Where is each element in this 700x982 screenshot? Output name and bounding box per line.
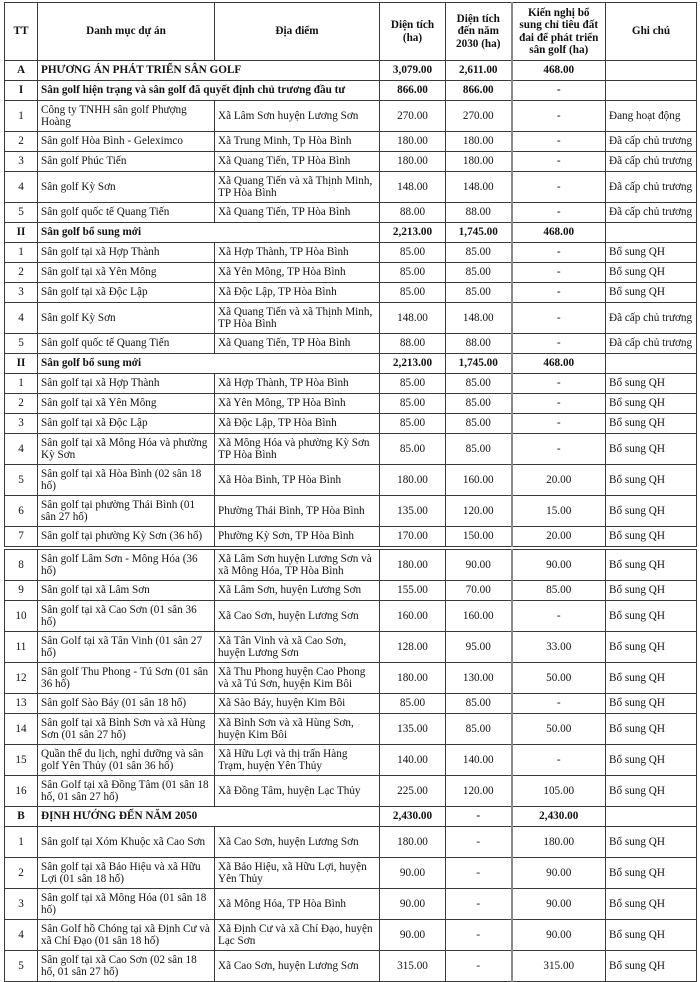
cell-tt: 4	[5, 920, 38, 951]
cell-area-2030: 90.00	[446, 550, 512, 581]
cell-note: Bổ sung QH	[606, 714, 697, 745]
cell-proposed: 180.00	[512, 827, 606, 858]
cell-area-2030: 70.00	[446, 581, 512, 601]
cell-area: 180.00	[380, 663, 446, 694]
cell-note: Bổ sung QH	[606, 858, 697, 889]
cell-proposed: 468.00	[512, 61, 606, 81]
cell-note: Bổ sung QH	[606, 465, 697, 496]
cell-note: Bổ sung QH	[606, 663, 697, 694]
cell-note: Bổ sung QH	[606, 243, 697, 263]
section-row	[5, 223, 697, 243]
cell-note: Đã cấp chủ trương	[606, 303, 697, 334]
table-row	[5, 827, 697, 858]
cell-area: 128.00	[380, 632, 446, 663]
cell-tt: 2	[5, 263, 38, 283]
cell-proposed: 105.00	[512, 776, 606, 807]
cell-note	[606, 354, 697, 374]
cell-area-2030: 270.00	[446, 101, 512, 132]
cell-location: Xã Bảo Hiệu, xã Hữu Lợi, huyện Yên Thủy	[215, 858, 380, 889]
cell-area-2030: 120.00	[446, 496, 512, 527]
cell-area-2030: -	[446, 920, 512, 951]
cell-name: Sân golf tại phường Kỳ Sơn (36 hố)	[38, 527, 215, 547]
cell-note: Bổ sung QH	[606, 527, 697, 547]
cell-area-2030: 160.00	[446, 465, 512, 496]
table-row	[5, 694, 697, 714]
cell-section-title: ĐỊNH HƯỚNG ĐẾN NĂM 2050	[38, 807, 380, 827]
cell-tt: II	[5, 354, 38, 374]
cell-proposed: -	[512, 414, 606, 434]
cell-area-2030: -	[446, 889, 512, 920]
cell-area: 90.00	[380, 889, 446, 920]
header-tt: TT	[5, 3, 38, 61]
cell-area-2030: 180.00	[446, 152, 512, 172]
cell-tt: 2	[5, 858, 38, 889]
table-row	[5, 889, 697, 920]
cell-proposed: -	[512, 81, 606, 101]
table-row	[5, 203, 697, 223]
cell-proposed: -	[512, 132, 606, 152]
cell-name: Sân golf Hòa Bình - Geleximco	[38, 132, 215, 152]
cell-location: Xã Cao Sơn, huyện Lương Sơn	[215, 951, 380, 982]
cell-note: Đã cấp chủ trương	[606, 334, 697, 354]
header-location: Địa điểm	[215, 3, 380, 61]
cell-tt: 5	[5, 465, 38, 496]
cell-area: 2,213.00	[380, 354, 446, 374]
cell-area-2030: 88.00	[446, 334, 512, 354]
cell-proposed: -	[512, 263, 606, 283]
cell-note: Bổ sung QH	[606, 889, 697, 920]
cell-area-2030: 2,611.00	[446, 61, 512, 81]
cell-location: Xã Lâm Sơn huyện Lương Sơn và xã Mông Hóa, TP Hòa Bình	[215, 550, 380, 581]
cell-area-2030: 85.00	[446, 243, 512, 263]
cell-note: Bổ sung QH	[606, 951, 697, 982]
cell-location: Xã Lâm Sơn, huyện Lương Sơn	[215, 581, 380, 601]
cell-proposed: -	[512, 101, 606, 132]
cell-area: 180.00	[380, 465, 446, 496]
cell-tt: 16	[5, 776, 38, 807]
table-row	[5, 101, 697, 132]
header-area: Diện tích (ha)	[380, 3, 446, 61]
cell-area-2030: 95.00	[446, 632, 512, 663]
cell-note: Bổ sung QH	[606, 632, 697, 663]
cell-location: Phường Kỳ Sơn, TP Hòa Bình	[215, 527, 380, 547]
cell-name: Sân golf quốc tế Quang Tiến	[38, 203, 215, 223]
cell-area-2030: 866.00	[446, 81, 512, 101]
section-row	[5, 354, 697, 374]
cell-proposed: 20.00	[512, 465, 606, 496]
cell-area: 85.00	[380, 283, 446, 303]
cell-tt: 7	[5, 527, 38, 547]
cell-section-title: Sân golf bổ sung mới	[38, 223, 380, 243]
cell-area-2030: -	[446, 807, 512, 827]
cell-tt: 15	[5, 745, 38, 776]
cell-area: 88.00	[380, 334, 446, 354]
cell-area-2030: 85.00	[446, 434, 512, 465]
table-row	[5, 776, 697, 807]
cell-name: Sân golf Kỳ Sơn	[38, 172, 215, 203]
cell-area: 2,213.00	[380, 223, 446, 243]
cell-tt: 9	[5, 581, 38, 601]
cell-area: 88.00	[380, 203, 446, 223]
table-row	[5, 172, 697, 203]
cell-area-2030: 85.00	[446, 414, 512, 434]
cell-area-2030: 160.00	[446, 601, 512, 632]
cell-tt: B	[5, 807, 38, 827]
cell-note: Đã cấp chủ trương	[606, 172, 697, 203]
cell-location: Xã Mông Hóa và phường Kỳ Sơn TP Hòa Bình	[215, 434, 380, 465]
cell-note: Đang hoạt động	[606, 101, 697, 132]
cell-tt: II	[5, 223, 38, 243]
table-row	[5, 152, 697, 172]
cell-name: Sân golf tại xã Yên Mông	[38, 394, 215, 414]
cell-proposed: 468.00	[512, 354, 606, 374]
cell-proposed: 33.00	[512, 632, 606, 663]
cell-area-2030: 85.00	[446, 283, 512, 303]
cell-tt: 1	[5, 374, 38, 394]
table-body	[5, 61, 697, 982]
cell-proposed: 90.00	[512, 889, 606, 920]
cell-location: Xã Bình Sơn và xã Hùng Sơn, huyện Kim Bôi	[215, 714, 380, 745]
cell-name: Sân golf tại xã Hợp Thành	[38, 374, 215, 394]
cell-location: Xã Quang Tiến và xã Thịnh Minh, TP Hòa Bình	[215, 172, 380, 203]
cell-location: Xã Cao Sơn, huyện Lương Sơn	[215, 827, 380, 858]
cell-area: 85.00	[380, 394, 446, 414]
cell-note: Bổ sung QH	[606, 694, 697, 714]
cell-area: 315.00	[380, 951, 446, 982]
cell-name: Sân golf tại xã Hòa Bình (02 sân 18 hố)	[38, 465, 215, 496]
cell-tt: A	[5, 61, 38, 81]
cell-tt: 3	[5, 283, 38, 303]
cell-location: Xã Độc Lập, TP Hòa Bình	[215, 283, 380, 303]
cell-tt: 4	[5, 434, 38, 465]
cell-area-2030: 148.00	[446, 303, 512, 334]
cell-area-2030: 85.00	[446, 394, 512, 414]
table-row	[5, 745, 697, 776]
table-row	[5, 858, 697, 889]
cell-location: Xã Tân Vinh và xã Cao Sơn, huyện Lương Sơn	[215, 632, 380, 663]
cell-area: 85.00	[380, 414, 446, 434]
cell-proposed: -	[512, 601, 606, 632]
cell-area: 225.00	[380, 776, 446, 807]
table-row	[5, 434, 697, 465]
cell-location: Xã Hợp Thành, TP Hòa Bình	[215, 374, 380, 394]
cell-note: Bổ sung QH	[606, 581, 697, 601]
cell-location: Xã Đồng Tâm, huyện Lạc Thủy	[215, 776, 380, 807]
cell-area: 135.00	[380, 714, 446, 745]
section-row	[5, 61, 697, 81]
cell-area: 85.00	[380, 434, 446, 465]
cell-name: Sân golf tại xã Mông Hóa và phường Kỳ Sơn	[38, 434, 215, 465]
cell-proposed: 50.00	[512, 714, 606, 745]
cell-area-2030: 1,745.00	[446, 354, 512, 374]
cell-note: Bổ sung QH	[606, 414, 697, 434]
cell-tt: 5	[5, 334, 38, 354]
cell-location: Xã Quang Tiến, TP Hòa Bình	[215, 203, 380, 223]
cell-note: Bổ sung QH	[606, 434, 697, 465]
cell-area: 180.00	[380, 152, 446, 172]
cell-proposed: 90.00	[512, 858, 606, 889]
cell-tt: 2	[5, 132, 38, 152]
cell-name: Sân Golf tại xã Đồng Tâm (01 sân 18 hố, 01 sân 27 hố)	[38, 776, 215, 807]
cell-area: 140.00	[380, 745, 446, 776]
cell-proposed: 20.00	[512, 527, 606, 547]
cell-area-2030: -	[446, 951, 512, 982]
cell-name: Sân golf tại xã Cao Sơn (02 sân 18 hố, 01 sân 27 hố)	[38, 951, 215, 982]
table-row	[5, 414, 697, 434]
cell-proposed: 90.00	[512, 550, 606, 581]
cell-area: 2,430.00	[380, 807, 446, 827]
cell-proposed: 315.00	[512, 951, 606, 982]
cell-proposed: -	[512, 334, 606, 354]
cell-note: Bổ sung QH	[606, 550, 697, 581]
cell-area: 90.00	[380, 858, 446, 889]
header-area-2030: Diện tích đến năm 2030 (ha)	[446, 3, 512, 61]
cell-name: Sân golf tại xã Bình Sơn và xã Hùng Sơn (01 sân 27 hố)	[38, 714, 215, 745]
cell-proposed: -	[512, 243, 606, 263]
cell-area: 180.00	[380, 827, 446, 858]
cell-note: Bổ sung QH	[606, 745, 697, 776]
cell-section-title: Sân golf bổ sung mới	[38, 354, 380, 374]
table-row	[5, 334, 697, 354]
cell-note: Bổ sung QH	[606, 601, 697, 632]
cell-area: 85.00	[380, 694, 446, 714]
cell-tt: 12	[5, 663, 38, 694]
cell-tt: 13	[5, 694, 38, 714]
cell-location: Xã Lâm Sơn huyện Lương Sơn	[215, 101, 380, 132]
cell-location: Xã Quang Tiến, TP Hòa Bình	[215, 152, 380, 172]
table-row	[5, 303, 697, 334]
cell-proposed: 2,430.00	[512, 807, 606, 827]
cell-area: 180.00	[380, 550, 446, 581]
cell-tt: 4	[5, 172, 38, 203]
cell-area-2030: 140.00	[446, 745, 512, 776]
cell-tt: 3	[5, 889, 38, 920]
cell-name: Sân golf tại xã Lâm Sơn	[38, 581, 215, 601]
cell-proposed: 50.00	[512, 663, 606, 694]
cell-area: 148.00	[380, 303, 446, 334]
cell-area-2030: 150.00	[446, 527, 512, 547]
cell-area-2030: 130.00	[446, 663, 512, 694]
table-row	[5, 527, 697, 547]
cell-name: Sân golf tại Xóm Khuộc xã Cao Sơn	[38, 827, 215, 858]
table-row	[5, 920, 697, 951]
table-row	[5, 601, 697, 632]
cell-name: Sân Golf hồ Chóng tại xã Định Cư và xã Chí Đạo (01 sân 18 hố)	[38, 920, 215, 951]
cell-note: Bổ sung QH	[606, 283, 697, 303]
cell-name: Sân golf tại xã Độc Lập	[38, 414, 215, 434]
golf-course-table	[4, 2, 697, 982]
cell-location: Xã Trung Minh, Tp Hòa Bình	[215, 132, 380, 152]
table-row	[5, 951, 697, 982]
table-row	[5, 496, 697, 527]
cell-area-2030: 88.00	[446, 203, 512, 223]
cell-tt: 4	[5, 303, 38, 334]
cell-name: Sân golf Sào Báy (01 sân 18 hố)	[38, 694, 215, 714]
cell-location: Xã Mông Hóa, TP Hòa Bình	[215, 889, 380, 920]
cell-note: Bổ sung QH	[606, 374, 697, 394]
cell-note: Bổ sung QH	[606, 496, 697, 527]
cell-proposed: -	[512, 203, 606, 223]
cell-proposed: -	[512, 694, 606, 714]
cell-tt: I	[5, 81, 38, 101]
cell-proposed: 90.00	[512, 920, 606, 951]
cell-proposed: -	[512, 172, 606, 203]
table-row	[5, 243, 697, 263]
table-row	[5, 374, 697, 394]
cell-location: Xã Hợp Thành, TP Hòa Bình	[215, 243, 380, 263]
cell-area: 180.00	[380, 132, 446, 152]
cell-tt: 3	[5, 152, 38, 172]
cell-area-2030: 85.00	[446, 694, 512, 714]
header-note: Ghi chú	[606, 3, 697, 61]
cell-note: Bổ sung QH	[606, 263, 697, 283]
cell-tt: 1	[5, 243, 38, 263]
cell-area-2030: 1,745.00	[446, 223, 512, 243]
cell-name: Sân golf Lâm Sơn - Mông Hóa (36 hố)	[38, 550, 215, 581]
cell-area-2030: -	[446, 858, 512, 889]
cell-tt: 2	[5, 394, 38, 414]
cell-name: Sân golf quốc tế Quang Tiến	[38, 334, 215, 354]
cell-area-2030: 85.00	[446, 263, 512, 283]
cell-proposed: 85.00	[512, 581, 606, 601]
cell-section-title: PHƯƠNG ÁN PHÁT TRIỂN SÂN GOLF	[38, 61, 380, 81]
cell-proposed: 468.00	[512, 223, 606, 243]
section-row	[5, 81, 697, 101]
table-row	[5, 550, 697, 581]
cell-name: Sân golf tại xã Yên Mông	[38, 263, 215, 283]
cell-tt: 11	[5, 632, 38, 663]
cell-location: Xã Quang Tiến, TP Hòa Bình	[215, 334, 380, 354]
cell-name: Sân golf Phúc Tiến	[38, 152, 215, 172]
cell-location: Xã Sào Báy, huyện Kim Bôi	[215, 694, 380, 714]
cell-tt: 1	[5, 827, 38, 858]
cell-area-2030: 180.00	[446, 132, 512, 152]
cell-area: 160.00	[380, 601, 446, 632]
cell-location: Xã Cao Sơn, huyện Lương Sơn	[215, 601, 380, 632]
table-row	[5, 632, 697, 663]
cell-note: Đã cấp chủ trương	[606, 152, 697, 172]
cell-location: Xã Thu Phong huyện Cao Phong và xã Tú Sơn, huyện Kim Bôi	[215, 663, 380, 694]
cell-note	[606, 807, 697, 827]
cell-name: Sân golf Thu Phong - Tú Sơn (01 sân 36 hố)	[38, 663, 215, 694]
cell-name: Sân golf tại xã Mông Hóa (01 sân 18 hố)	[38, 889, 215, 920]
cell-proposed: -	[512, 152, 606, 172]
cell-name: Quần thể du lịch, nghỉ dưỡng và sân golf Yên Thủy (01 sân 36 hố)	[38, 745, 215, 776]
cell-name: Sân Golf tại xã Tân Vinh (01 sân 27 hố)	[38, 632, 215, 663]
cell-area: 155.00	[380, 581, 446, 601]
cell-name: Sân golf tại xã Độc Lập	[38, 283, 215, 303]
table-row	[5, 581, 697, 601]
table-row	[5, 663, 697, 694]
cell-area: 90.00	[380, 920, 446, 951]
table-row	[5, 714, 697, 745]
cell-note	[606, 81, 697, 101]
cell-location: Xã Quang Tiến và xã Thịnh Minh, TP Hòa Bình	[215, 303, 380, 334]
cell-section-title: Sân golf hiện trạng và sân golf đã quyết định chủ trương đầu tư	[38, 81, 380, 101]
cell-proposed: -	[512, 745, 606, 776]
cell-area: 135.00	[380, 496, 446, 527]
cell-note: Bổ sung QH	[606, 920, 697, 951]
golf-course-plan-document	[4, 2, 696, 982]
cell-name: Sân golf Kỳ Sơn	[38, 303, 215, 334]
table-row	[5, 465, 697, 496]
cell-proposed: -	[512, 434, 606, 465]
cell-note: Bổ sung QH	[606, 776, 697, 807]
cell-area: 866.00	[380, 81, 446, 101]
cell-tt: 1	[5, 101, 38, 132]
cell-location: Xã Yên Mông, TP Hòa Bình	[215, 394, 380, 414]
cell-name: Sân golf tại xã Bảo Hiệu và xã Hữu Lợi (01 sân 18 hố)	[38, 858, 215, 889]
cell-location: Xã Yên Mông, TP Hòa Bình	[215, 263, 380, 283]
cell-tt: 5	[5, 951, 38, 982]
cell-area: 270.00	[380, 101, 446, 132]
cell-proposed: -	[512, 394, 606, 414]
cell-proposed: -	[512, 303, 606, 334]
table-row	[5, 132, 697, 152]
cell-tt: 5	[5, 203, 38, 223]
section-row	[5, 807, 697, 827]
table-header-row	[5, 3, 697, 61]
cell-tt: 6	[5, 496, 38, 527]
cell-area: 148.00	[380, 172, 446, 203]
cell-note	[606, 61, 697, 81]
cell-name: Sân golf tại xã Hợp Thành	[38, 243, 215, 263]
cell-note: Đã cấp chủ trương	[606, 132, 697, 152]
cell-area: 3,079.00	[380, 61, 446, 81]
cell-note: Bổ sung QH	[606, 394, 697, 414]
table-row	[5, 283, 697, 303]
cell-location: Xã Định Cư và xã Chí Đạo, huyện Lạc Sơn	[215, 920, 380, 951]
cell-proposed: 15.00	[512, 496, 606, 527]
cell-tt: 3	[5, 414, 38, 434]
table-row	[5, 263, 697, 283]
cell-tt: 14	[5, 714, 38, 745]
cell-area-2030: 85.00	[446, 714, 512, 745]
cell-note: Bổ sung QH	[606, 827, 697, 858]
cell-area-2030: 120.00	[446, 776, 512, 807]
cell-area: 85.00	[380, 243, 446, 263]
cell-area-2030: 85.00	[446, 374, 512, 394]
cell-name: Sân golf tại phường Thái Bình (01 sân 27 hố)	[38, 496, 215, 527]
cell-proposed: -	[512, 374, 606, 394]
cell-location: Xã Hữu Lợi và thị trấn Hàng Trạm, huyện Yên Thủy	[215, 745, 380, 776]
cell-area-2030: -	[446, 827, 512, 858]
cell-location: Phường Thái Bình, TP Hòa Bình	[215, 496, 380, 527]
cell-area-2030: 148.00	[446, 172, 512, 203]
cell-tt: 10	[5, 601, 38, 632]
cell-note: Đã cấp chủ trương	[606, 203, 697, 223]
cell-name: Sân golf tại xã Cao Sơn (01 sân 36 hố)	[38, 601, 215, 632]
cell-location: Xã Độc Lập, TP Hòa Bình	[215, 414, 380, 434]
cell-area: 85.00	[380, 374, 446, 394]
cell-name: Công ty TNHH sân golf Phượng Hoàng	[38, 101, 215, 132]
cell-area: 85.00	[380, 263, 446, 283]
table-row	[5, 394, 697, 414]
cell-proposed: -	[512, 283, 606, 303]
header-proposed: Kiến nghị bổ sung chỉ tiêu đất đai để phát triển sân golf (ha)	[512, 3, 606, 61]
cell-area: 170.00	[380, 527, 446, 547]
header-name: Danh mục dự án	[38, 3, 215, 61]
cell-location: Xã Hòa Bình, TP Hòa Bình	[215, 465, 380, 496]
cell-tt: 8	[5, 550, 38, 581]
cell-note	[606, 223, 697, 243]
